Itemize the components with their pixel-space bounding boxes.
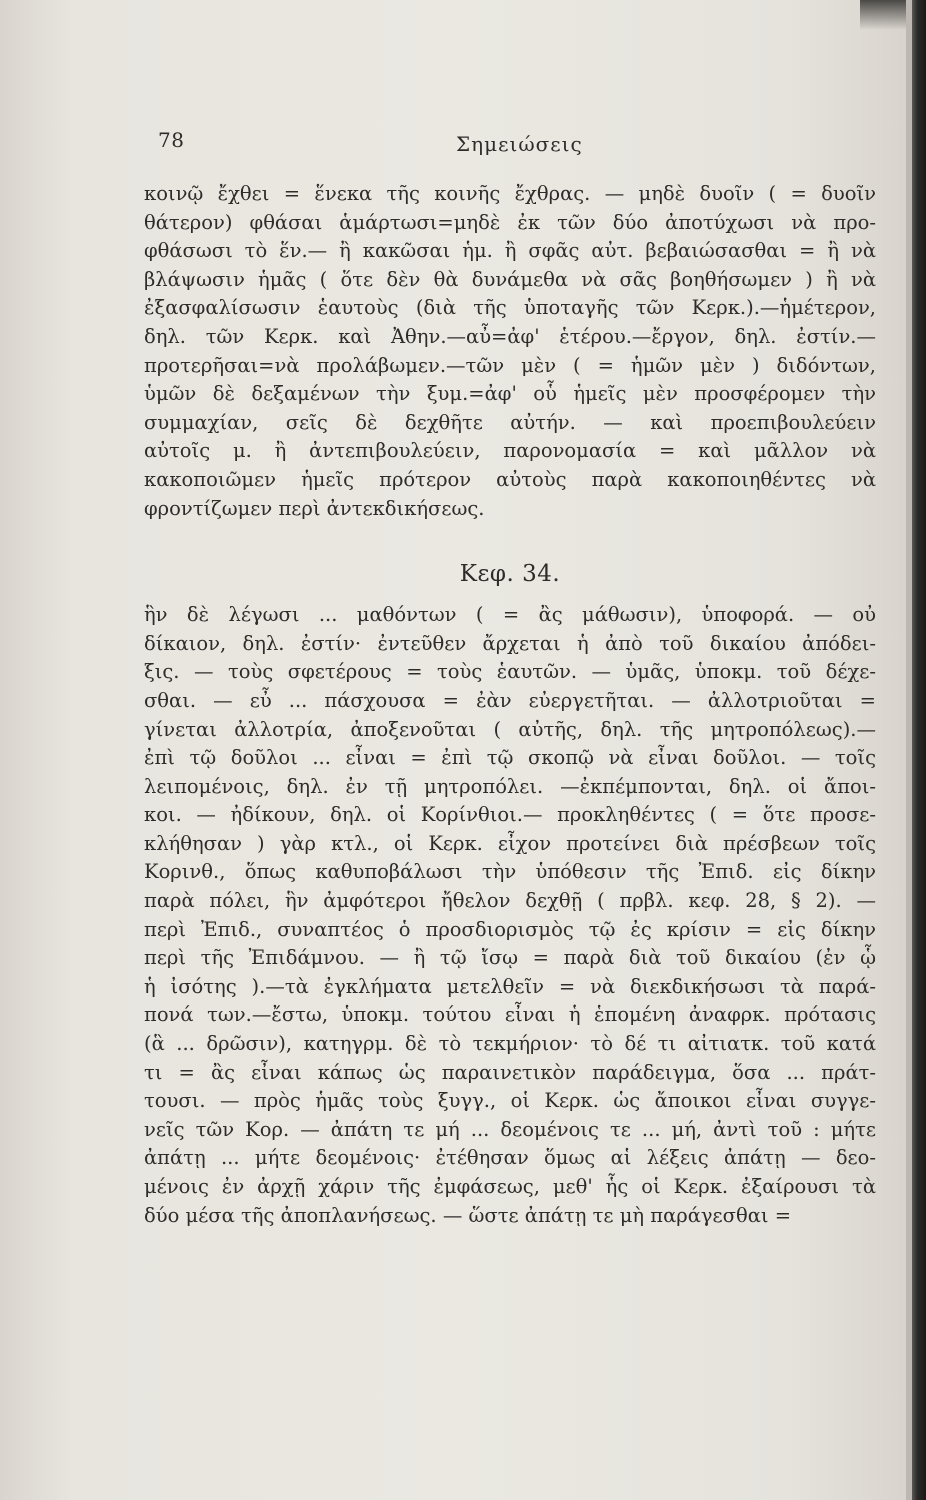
text-line: Κορινθ., ὅπως καθυποβάλωσι τὴν ὑπόθεσιν τῆς Ἐπιδ. εἰς δίκην [144, 860, 876, 884]
paragraph-1 [144, 180, 876, 523]
text-line: φθάσωσι τὸ ἕν.— ἢ κακῶσαι ἡμ. ἢ σφᾶς αὐτ. βεβαιώσασθαι = ἢ νὰ [144, 239, 876, 263]
text-line: δηλ. τῶν Κερκ. καὶ Ἀθην.—αὖ=ἀφ' ἑτέρου.—ἔργον, δηλ. ἐστίν.— [144, 324, 876, 348]
text-line: ἀπάτῃ ... μήτε δεομένοις· ἐτέθησαν ὅμως αἱ λέξεις ἀπάτῃ — δεο- [144, 1146, 876, 1170]
binding-edge [912, 0, 926, 1500]
text-line: τι = ἂς εἶναι κάπως ὡς παραινετικὸν παράδειγμα, ὅσα ... πράτ- [144, 1060, 876, 1084]
text-line: δύο μέσα τῆς ἀποπλανήσεως. — ὥστε ἀπάτῃ τε μὴ παράγεσθαι = [144, 1203, 792, 1227]
text-line: ὑμῶν δὲ δεξαμένων τὴν ξυμ.=ἀφ' οὗ ἡμεῖς μὲν προσφέρομεν τὴν [144, 382, 876, 406]
scan-shadow [860, 0, 912, 30]
text-line: συμμαχίαν, σεῖς δὲ δεχθῆτε αὐτήν. — καὶ προεπιβουλεύειν [144, 410, 876, 434]
text-line: πονά των.—ἔστω, ὑποκμ. τούτου εἶναι ἡ ἑπομένη ἀναφρκ. πρότασις [144, 1003, 876, 1027]
paragraph-2 [144, 601, 876, 1230]
text-line: τουσι. — πρὸς ἡμᾶς τοὺς ξυγγ., οἱ Κερκ. ὡς ἄποικοι εἶναι συγγε- [144, 1089, 876, 1113]
text-line: βλάψωσιν ἡμᾶς ( ὅτε δὲν θὰ δυνάμεθα νὰ σᾶς βοηθήσωμεν ) ἢ νὰ [144, 267, 876, 291]
text-line: προτερῆσαι=νὰ προλάβωμεν.—τῶν μὲν ( = ἡμῶν μὲν ) διδόντων, [144, 353, 876, 377]
running-head: Σημειώσεις [456, 132, 583, 156]
chapter-heading: Κεφ. 34. [459, 561, 561, 588]
text-line: κλήθησαν ) γὰρ κτλ., οἱ Κερκ. εἶχον προτείνει διὰ πρέσβεων τοῖς [144, 831, 876, 855]
text-line: νεῖς τῶν Κορ. — ἀπάτη τε μή ... δεομένοις τε ... μή, ἀντὶ τοῦ : μήτε [144, 1117, 876, 1141]
text-line: (ἃ ... δρῶσιν), κατηγρμ. δὲ τὸ τεκμήριον· τὸ δέ τι αἰτιατκ. τοῦ κατά [144, 1032, 876, 1056]
text-line: ἣν δὲ λέγωσι ... μαθόντων ( = ἂς μάθωσιν), ὑποφορά. — οὐ [144, 603, 876, 627]
text-line: δίκαιον, δηλ. ἐστίν· ἐντεῦθεν ἄρχεται ἡ ἀπὸ τοῦ δικαίου ἀπόδει- [144, 631, 876, 655]
text-line: φροντίζωμεν περὶ ἀντεκδικήσεως. [144, 496, 485, 520]
text-line: θάτερον) φθάσαι ἁμάρτωσι=μηδὲ ἐκ τῶν δύο ἀποτύχωσι νὰ προ- [144, 210, 876, 234]
text-line: κοινῷ ἔχθει = ἕνεκα τῆς κοινῆς ἔχθρας. — μηδὲ δυοῖν ( = δυοῖν [144, 182, 876, 205]
text-line: κοι. — ἠδίκουν, δηλ. οἱ Κορίνθιοι.— προκληθέντες ( = ὅτε προσε- [144, 803, 876, 827]
text-line: ἐξασφαλίσωσιν ἑαυτοὺς (διὰ τῆς ὑποταγῆς τῶν Κερκ.).—ἡμέτερον, [144, 296, 876, 320]
text-line: ἐπὶ τῷ δοῦλοι ... εἶναι = ἐπὶ τῷ σκοπῷ νὰ εἶναι δοῦλοι. — τοῖς [144, 746, 876, 770]
text-line: περὶ Ἐπιδ., συναπτέος ὁ προσδιορισμὸς τῷ ἐς κρίσιν = εἰς δίκην [144, 917, 876, 941]
text-line: λειπομένοις, δηλ. ἐν τῇ μητροπόλει. —ἐκπέμπονται, δηλ. οἱ ἄποι- [144, 774, 876, 798]
text-line: γίνεται ἀλλοτρία, ἀποξενοῦται ( αὐτῆς, δηλ. τῆς μητροπόλεως).— [144, 717, 876, 741]
text-line: αὐτοῖς μ. ἢ ἀντεπιβουλεύειν, παρονομασία = καὶ μᾶλλον νὰ [144, 439, 876, 463]
text-line: περὶ τῆς Ἐπιδάμνου. — ἢ τῷ ἴσῳ = παρὰ διὰ τοῦ δικαίου (ἐν ᾧ [144, 946, 876, 970]
text-line: ξις. — τοὺς σφετέρους = τοὺς ἑαυτῶν. — ὑμᾶς, ὑποκμ. τοῦ δέχε- [144, 660, 876, 684]
text-line: παρὰ πόλει, ἣν ἀμφότεροι ἤθελον δεχθῇ ( πρβλ. κεφ. 28, § 2). — [144, 889, 876, 913]
text-line: μένοις ἐν ἀρχῇ χάριν τῆς ἐμφάσεως, μεθ' ἧς οἱ Κερκ. ἐξαίρουσι τὰ [144, 1175, 876, 1198]
text-line: κακοποιῶμεν ἡμεῖς πρότερον αὐτοὺς παρὰ κακοποιηθέντες νὰ [144, 467, 876, 491]
text-line: ἡ ἰσότης ).—τὰ ἐγκλήματα μετελθεῖν = νὰ διεκδικήσωσι τὰ παρά- [144, 974, 876, 998]
text-line: σθαι. — εὖ ... πάσχουσα = ἐὰν εὐεργετῆται. — ἀλλοτριοῦται = [144, 688, 876, 712]
page-number: 78 [158, 128, 185, 152]
text-body [144, 180, 876, 1230]
